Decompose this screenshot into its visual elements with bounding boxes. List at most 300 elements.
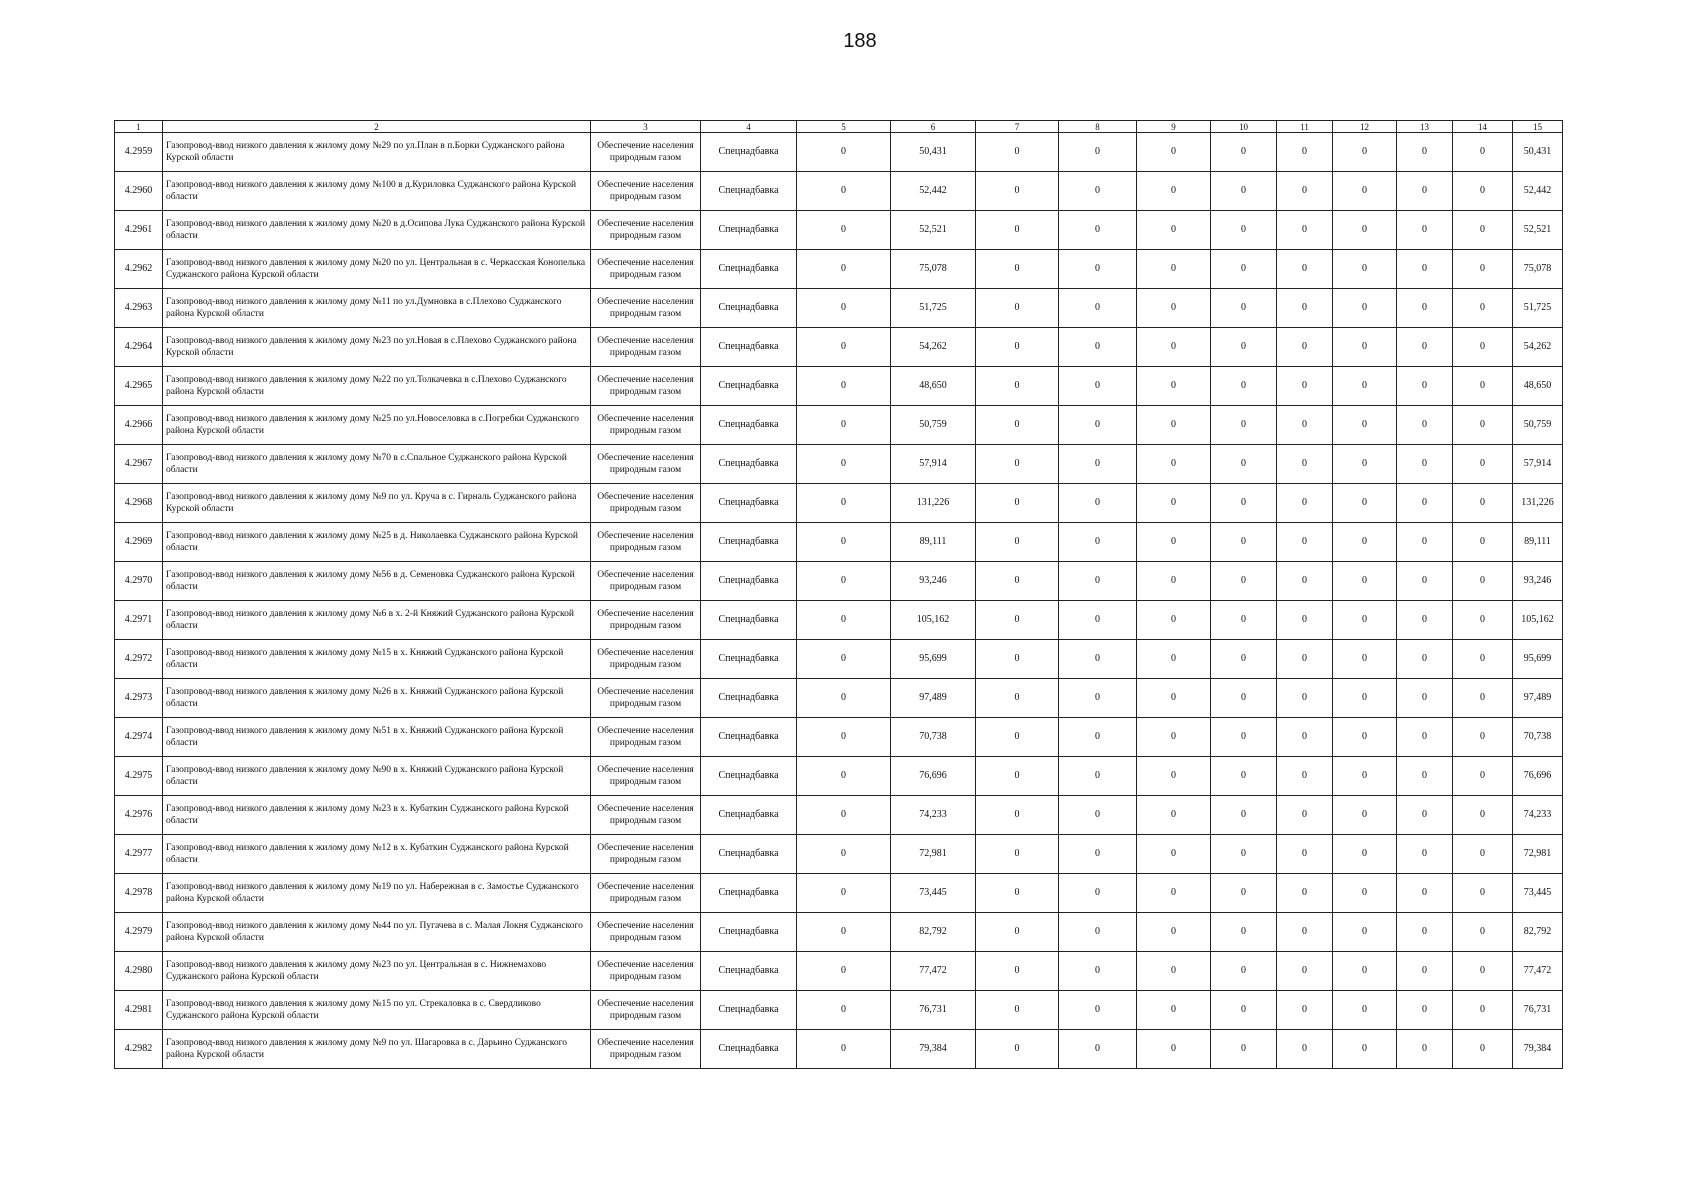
table-row [115, 991, 1563, 1030]
cell-col-12: 0 [1333, 172, 1397, 211]
table-row [115, 211, 1563, 250]
cell-col-7: 0 [976, 757, 1059, 796]
cell-col-9: 0 [1137, 562, 1211, 601]
row-funding-source: Спецнадбавка [701, 796, 797, 835]
cell-col-5: 0 [797, 1030, 891, 1069]
cell-col-7: 0 [976, 523, 1059, 562]
cell-col-15-total: 52,521 [1513, 211, 1563, 250]
cell-col-14: 0 [1453, 523, 1513, 562]
column-header-6: 6 [891, 121, 976, 133]
cell-col-12: 0 [1333, 757, 1397, 796]
cell-col-7: 0 [976, 211, 1059, 250]
cell-col-9: 0 [1137, 406, 1211, 445]
cell-col-14: 0 [1453, 991, 1513, 1030]
row-id: 4.2970 [115, 562, 163, 601]
cell-col-9: 0 [1137, 718, 1211, 757]
cell-col-8: 0 [1059, 367, 1137, 406]
row-description: Газопровод-ввод низкого давления к жилому дому №6 в х. 2-й Княжий Суджанского района Курской области [163, 601, 591, 640]
cell-col-9: 0 [1137, 913, 1211, 952]
cell-col-14: 0 [1453, 211, 1513, 250]
cell-col-12: 0 [1333, 484, 1397, 523]
cell-col-10: 0 [1211, 952, 1277, 991]
cell-col-10: 0 [1211, 874, 1277, 913]
cell-col-11: 0 [1277, 211, 1333, 250]
row-funding-source: Спецнадбавка [701, 1030, 797, 1069]
cell-col-10: 0 [1211, 1030, 1277, 1069]
cell-col-11: 0 [1277, 484, 1333, 523]
cell-col-11: 0 [1277, 601, 1333, 640]
row-description: Газопровод-ввод низкого давления к жилому дому №12 в х. Кубаткин Суджанского района Курской области [163, 835, 591, 874]
cell-col-11: 0 [1277, 835, 1333, 874]
cell-col-12: 0 [1333, 367, 1397, 406]
row-purpose: Обеспечение населения природным газом [591, 757, 701, 796]
cell-col-9: 0 [1137, 133, 1211, 172]
row-id: 4.2977 [115, 835, 163, 874]
cell-col-13: 0 [1397, 718, 1453, 757]
cell-col-14: 0 [1453, 484, 1513, 523]
row-description: Газопровод-ввод низкого давления к жилому дому №70 в с.Спальное Суджанского района Курской области [163, 445, 591, 484]
cell-col-15-total: 75,078 [1513, 250, 1563, 289]
row-funding-source: Спецнадбавка [701, 835, 797, 874]
row-id: 4.2959 [115, 133, 163, 172]
cell-col-11: 0 [1277, 796, 1333, 835]
cell-col-10: 0 [1211, 991, 1277, 1030]
row-id: 4.2976 [115, 796, 163, 835]
cell-col-7: 0 [976, 250, 1059, 289]
row-id: 4.2974 [115, 718, 163, 757]
cell-col-9: 0 [1137, 250, 1211, 289]
row-description: Газопровод-ввод низкого давления к жилому дому №9 по ул. Круча в с. Гирналь Суджанского района Курской области [163, 484, 591, 523]
cell-col-9: 0 [1137, 484, 1211, 523]
cell-col-13: 0 [1397, 406, 1453, 445]
cell-col-9: 0 [1137, 952, 1211, 991]
table-row [115, 679, 1563, 718]
row-funding-source: Спецнадбавка [701, 328, 797, 367]
cell-col-7: 0 [976, 172, 1059, 211]
cell-col-6: 76,696 [891, 757, 976, 796]
cell-col-6: 70,738 [891, 718, 976, 757]
row-id: 4.2981 [115, 991, 163, 1030]
cell-col-7: 0 [976, 601, 1059, 640]
cell-col-9: 0 [1137, 601, 1211, 640]
cell-col-15-total: 52,442 [1513, 172, 1563, 211]
cell-col-13: 0 [1397, 484, 1453, 523]
cell-col-13: 0 [1397, 562, 1453, 601]
cell-col-11: 0 [1277, 1030, 1333, 1069]
cell-col-10: 0 [1211, 133, 1277, 172]
cell-col-5: 0 [797, 484, 891, 523]
row-purpose: Обеспечение населения природным газом [591, 952, 701, 991]
cell-col-14: 0 [1453, 133, 1513, 172]
row-purpose: Обеспечение населения природным газом [591, 718, 701, 757]
cell-col-12: 0 [1333, 640, 1397, 679]
column-header-13: 13 [1397, 121, 1453, 133]
cell-col-5: 0 [797, 211, 891, 250]
cell-col-11: 0 [1277, 913, 1333, 952]
row-description: Газопровод-ввод низкого давления к жилому дому №29 по ул.План в п.Борки Суджанского района Курской области [163, 133, 591, 172]
row-id: 4.2960 [115, 172, 163, 211]
cell-col-12: 0 [1333, 679, 1397, 718]
cell-col-5: 0 [797, 289, 891, 328]
cell-col-6: 57,914 [891, 445, 976, 484]
row-funding-source: Спецнадбавка [701, 991, 797, 1030]
table-row [115, 874, 1563, 913]
row-purpose: Обеспечение населения природным газом [591, 796, 701, 835]
cell-col-13: 0 [1397, 445, 1453, 484]
cell-col-10: 0 [1211, 679, 1277, 718]
cell-col-9: 0 [1137, 874, 1211, 913]
row-id: 4.2965 [115, 367, 163, 406]
cell-col-5: 0 [797, 250, 891, 289]
cell-col-6: 50,759 [891, 406, 976, 445]
row-funding-source: Спецнадбавка [701, 250, 797, 289]
row-funding-source: Спецнадбавка [701, 523, 797, 562]
row-purpose: Обеспечение населения природным газом [591, 640, 701, 679]
cell-col-7: 0 [976, 562, 1059, 601]
cell-col-11: 0 [1277, 991, 1333, 1030]
row-description: Газопровод-ввод низкого давления к жилому дому №100 в д.Куриловка Суджанского района Курской области [163, 172, 591, 211]
cell-col-15-total: 76,696 [1513, 757, 1563, 796]
table-row [115, 328, 1563, 367]
row-purpose: Обеспечение населения природным газом [591, 484, 701, 523]
cell-col-9: 0 [1137, 328, 1211, 367]
row-purpose: Обеспечение населения природным газом [591, 601, 701, 640]
cell-col-7: 0 [976, 367, 1059, 406]
row-funding-source: Спецнадбавка [701, 172, 797, 211]
cell-col-5: 0 [797, 133, 891, 172]
cell-col-5: 0 [797, 640, 891, 679]
cell-col-12: 0 [1333, 562, 1397, 601]
cell-col-15-total: 73,445 [1513, 874, 1563, 913]
cell-col-6: 74,233 [891, 796, 976, 835]
row-purpose: Обеспечение населения природным газом [591, 562, 701, 601]
row-funding-source: Спецнадбавка [701, 211, 797, 250]
cell-col-10: 0 [1211, 172, 1277, 211]
cell-col-5: 0 [797, 835, 891, 874]
cell-col-15-total: 51,725 [1513, 289, 1563, 328]
cell-col-12: 0 [1333, 328, 1397, 367]
cell-col-14: 0 [1453, 796, 1513, 835]
row-funding-source: Спецнадбавка [701, 601, 797, 640]
column-header-1: 1 [115, 121, 163, 133]
cell-col-11: 0 [1277, 445, 1333, 484]
cell-col-15-total: 50,759 [1513, 406, 1563, 445]
cell-col-8: 0 [1059, 445, 1137, 484]
table-row [115, 640, 1563, 679]
cell-col-5: 0 [797, 796, 891, 835]
row-funding-source: Спецнадбавка [701, 406, 797, 445]
cell-col-9: 0 [1137, 289, 1211, 328]
cell-col-10: 0 [1211, 757, 1277, 796]
row-id: 4.2967 [115, 445, 163, 484]
cell-col-9: 0 [1137, 835, 1211, 874]
cell-col-6: 51,725 [891, 289, 976, 328]
column-header-5: 5 [797, 121, 891, 133]
table-row [115, 757, 1563, 796]
cell-col-9: 0 [1137, 1030, 1211, 1069]
table-row [115, 133, 1563, 172]
cell-col-6: 93,246 [891, 562, 976, 601]
cell-col-11: 0 [1277, 250, 1333, 289]
cell-col-10: 0 [1211, 406, 1277, 445]
cell-col-11: 0 [1277, 406, 1333, 445]
cell-col-14: 0 [1453, 718, 1513, 757]
column-header-9: 9 [1137, 121, 1211, 133]
row-funding-source: Спецнадбавка [701, 133, 797, 172]
cell-col-9: 0 [1137, 367, 1211, 406]
cell-col-15-total: 50,431 [1513, 133, 1563, 172]
cell-col-15-total: 93,246 [1513, 562, 1563, 601]
cell-col-6: 105,162 [891, 601, 976, 640]
cell-col-8: 0 [1059, 835, 1137, 874]
cell-col-15-total: 82,792 [1513, 913, 1563, 952]
cell-col-11: 0 [1277, 757, 1333, 796]
cell-col-14: 0 [1453, 601, 1513, 640]
cell-col-5: 0 [797, 523, 891, 562]
cell-col-8: 0 [1059, 913, 1137, 952]
row-id: 4.2966 [115, 406, 163, 445]
cell-col-10: 0 [1211, 211, 1277, 250]
row-purpose: Обеспечение населения природным газом [591, 679, 701, 718]
row-description: Газопровод-ввод низкого давления к жилому дому №22 по ул.Толкачевка в с.Плехово Суджанского района Курской области [163, 367, 591, 406]
cell-col-15-total: 77,472 [1513, 952, 1563, 991]
cell-col-15-total: 131,226 [1513, 484, 1563, 523]
row-id: 4.2968 [115, 484, 163, 523]
cell-col-8: 0 [1059, 679, 1137, 718]
cell-col-10: 0 [1211, 289, 1277, 328]
cell-col-12: 0 [1333, 796, 1397, 835]
cell-col-14: 0 [1453, 640, 1513, 679]
cell-col-7: 0 [976, 913, 1059, 952]
cell-col-8: 0 [1059, 601, 1137, 640]
row-id: 4.2980 [115, 952, 163, 991]
cell-col-5: 0 [797, 367, 891, 406]
cell-col-6: 54,262 [891, 328, 976, 367]
cell-col-8: 0 [1059, 211, 1137, 250]
cell-col-15-total: 79,384 [1513, 1030, 1563, 1069]
cell-col-8: 0 [1059, 640, 1137, 679]
row-funding-source: Спецнадбавка [701, 640, 797, 679]
cell-col-11: 0 [1277, 562, 1333, 601]
table-body [115, 133, 1563, 1069]
row-description: Газопровод-ввод низкого давления к жилому дому №11 по ул.Думновка в с.Плехово Суджанского района Курской области [163, 289, 591, 328]
row-purpose: Обеспечение населения природным газом [591, 835, 701, 874]
cell-col-12: 0 [1333, 601, 1397, 640]
cell-col-11: 0 [1277, 172, 1333, 211]
cell-col-8: 0 [1059, 874, 1137, 913]
cell-col-9: 0 [1137, 757, 1211, 796]
table-row [115, 718, 1563, 757]
cell-col-11: 0 [1277, 679, 1333, 718]
cell-col-11: 0 [1277, 367, 1333, 406]
row-funding-source: Спецнадбавка [701, 757, 797, 796]
row-purpose: Обеспечение населения природным газом [591, 913, 701, 952]
cell-col-14: 0 [1453, 367, 1513, 406]
row-description: Газопровод-ввод низкого давления к жилому дому №25 по ул.Новоселовка в с.Погребки Суджанского района Курской области [163, 406, 591, 445]
row-purpose: Обеспечение населения природным газом [591, 250, 701, 289]
row-purpose: Обеспечение населения природным газом [591, 406, 701, 445]
table-row [115, 406, 1563, 445]
cell-col-14: 0 [1453, 679, 1513, 718]
cell-col-13: 0 [1397, 289, 1453, 328]
cell-col-6: 82,792 [891, 913, 976, 952]
cell-col-15-total: 95,699 [1513, 640, 1563, 679]
page-number: 188 [843, 30, 877, 52]
row-description: Газопровод-ввод низкого давления к жилому дому №26 в х. Княжий Суджанского района Курской области [163, 679, 591, 718]
row-purpose: Обеспечение населения природным газом [591, 367, 701, 406]
cell-col-7: 0 [976, 445, 1059, 484]
row-id: 4.2978 [115, 874, 163, 913]
row-purpose: Обеспечение населения природным газом [591, 211, 701, 250]
row-funding-source: Спецнадбавка [701, 484, 797, 523]
cell-col-11: 0 [1277, 523, 1333, 562]
cell-col-5: 0 [797, 757, 891, 796]
row-id: 4.2969 [115, 523, 163, 562]
cell-col-12: 0 [1333, 289, 1397, 328]
row-description: Газопровод-ввод низкого давления к жилому дому №56 в д. Семеновка Суджанского района Курской области [163, 562, 591, 601]
cell-col-13: 0 [1397, 523, 1453, 562]
data-table-container [114, 120, 1562, 1069]
cell-col-14: 0 [1453, 328, 1513, 367]
row-purpose: Обеспечение населения природным газом [591, 991, 701, 1030]
cell-col-15-total: 48,650 [1513, 367, 1563, 406]
cell-col-8: 0 [1059, 796, 1137, 835]
cell-col-7: 0 [976, 679, 1059, 718]
cell-col-5: 0 [797, 601, 891, 640]
table-row [115, 601, 1563, 640]
row-description: Газопровод-ввод низкого давления к жилому дому №90 в х. Княжий Суджанского района Курской области [163, 757, 591, 796]
cell-col-15-total: 105,162 [1513, 601, 1563, 640]
cell-col-9: 0 [1137, 640, 1211, 679]
cell-col-14: 0 [1453, 172, 1513, 211]
cell-col-10: 0 [1211, 601, 1277, 640]
cell-col-12: 0 [1333, 406, 1397, 445]
cell-col-14: 0 [1453, 250, 1513, 289]
cell-col-9: 0 [1137, 679, 1211, 718]
cell-col-15-total: 76,731 [1513, 991, 1563, 1030]
cell-col-11: 0 [1277, 640, 1333, 679]
cell-col-6: 77,472 [891, 952, 976, 991]
row-description: Газопровод-ввод низкого давления к жилому дому №44 по ул. Пугачева в с. Малая Локня Суджанского района Курской области [163, 913, 591, 952]
cell-col-12: 0 [1333, 952, 1397, 991]
cell-col-14: 0 [1453, 952, 1513, 991]
cell-col-15-total: 54,262 [1513, 328, 1563, 367]
row-description: Газопровод-ввод низкого давления к жилому дому №20 по ул. Центральная в с. Черкасская Конопелька Суджанского района Курской области [163, 250, 591, 289]
row-description: Газопровод-ввод низкого давления к жилому дому №25 в д. Николаевка Суджанского района Курской области [163, 523, 591, 562]
row-description: Газопровод-ввод низкого давления к жилому дому №51 в х. Княжий Суджанского района Курской области [163, 718, 591, 757]
cell-col-12: 0 [1333, 250, 1397, 289]
cell-col-15-total: 74,233 [1513, 796, 1563, 835]
row-description: Газопровод-ввод низкого давления к жилому дому №19 по ул. Набережная в с. Замостье Суджанского района Курской области [163, 874, 591, 913]
cell-col-5: 0 [797, 679, 891, 718]
cell-col-14: 0 [1453, 757, 1513, 796]
cell-col-12: 0 [1333, 445, 1397, 484]
data-table [114, 120, 1563, 1069]
cell-col-13: 0 [1397, 952, 1453, 991]
cell-col-13: 0 [1397, 874, 1453, 913]
cell-col-6: 76,731 [891, 991, 976, 1030]
cell-col-7: 0 [976, 640, 1059, 679]
table-row [115, 952, 1563, 991]
cell-col-10: 0 [1211, 445, 1277, 484]
cell-col-8: 0 [1059, 406, 1137, 445]
cell-col-6: 131,226 [891, 484, 976, 523]
row-purpose: Обеспечение населения природным газом [591, 445, 701, 484]
column-header-8: 8 [1059, 121, 1137, 133]
cell-col-10: 0 [1211, 367, 1277, 406]
column-header-2: 2 [163, 121, 591, 133]
cell-col-10: 0 [1211, 523, 1277, 562]
cell-col-9: 0 [1137, 211, 1211, 250]
cell-col-14: 0 [1453, 406, 1513, 445]
cell-col-7: 0 [976, 952, 1059, 991]
cell-col-6: 97,489 [891, 679, 976, 718]
cell-col-13: 0 [1397, 211, 1453, 250]
cell-col-9: 0 [1137, 445, 1211, 484]
cell-col-9: 0 [1137, 796, 1211, 835]
cell-col-5: 0 [797, 913, 891, 952]
cell-col-10: 0 [1211, 250, 1277, 289]
cell-col-14: 0 [1453, 562, 1513, 601]
table-row [115, 445, 1563, 484]
cell-col-5: 0 [797, 562, 891, 601]
cell-col-13: 0 [1397, 1030, 1453, 1069]
cell-col-10: 0 [1211, 562, 1277, 601]
cell-col-13: 0 [1397, 679, 1453, 718]
table-row [115, 289, 1563, 328]
cell-col-14: 0 [1453, 289, 1513, 328]
cell-col-7: 0 [976, 874, 1059, 913]
cell-col-11: 0 [1277, 289, 1333, 328]
table-row [115, 367, 1563, 406]
row-funding-source: Спецнадбавка [701, 289, 797, 328]
cell-col-13: 0 [1397, 133, 1453, 172]
cell-col-5: 0 [797, 445, 891, 484]
cell-col-12: 0 [1333, 991, 1397, 1030]
row-description: Газопровод-ввод низкого давления к жилому дому №9 по ул. Шагаровка в с. Дарьино Суджанского района Курской области [163, 1030, 591, 1069]
cell-col-8: 0 [1059, 250, 1137, 289]
header-row [115, 121, 1563, 133]
row-id: 4.2964 [115, 328, 163, 367]
cell-col-8: 0 [1059, 484, 1137, 523]
cell-col-9: 0 [1137, 523, 1211, 562]
cell-col-13: 0 [1397, 367, 1453, 406]
cell-col-7: 0 [976, 835, 1059, 874]
cell-col-9: 0 [1137, 172, 1211, 211]
row-id: 4.2971 [115, 601, 163, 640]
cell-col-15-total: 57,914 [1513, 445, 1563, 484]
cell-col-5: 0 [797, 172, 891, 211]
cell-col-5: 0 [797, 328, 891, 367]
cell-col-13: 0 [1397, 757, 1453, 796]
row-purpose: Обеспечение населения природным газом [591, 1030, 701, 1069]
cell-col-13: 0 [1397, 172, 1453, 211]
row-purpose: Обеспечение населения природным газом [591, 523, 701, 562]
cell-col-13: 0 [1397, 835, 1453, 874]
cell-col-5: 0 [797, 952, 891, 991]
row-id: 4.2961 [115, 211, 163, 250]
cell-col-6: 48,650 [891, 367, 976, 406]
cell-col-6: 95,699 [891, 640, 976, 679]
cell-col-8: 0 [1059, 718, 1137, 757]
table-row [115, 1030, 1563, 1069]
column-header-12: 12 [1333, 121, 1397, 133]
cell-col-6: 79,384 [891, 1030, 976, 1069]
cell-col-6: 73,445 [891, 874, 976, 913]
cell-col-8: 0 [1059, 757, 1137, 796]
cell-col-11: 0 [1277, 133, 1333, 172]
cell-col-13: 0 [1397, 913, 1453, 952]
